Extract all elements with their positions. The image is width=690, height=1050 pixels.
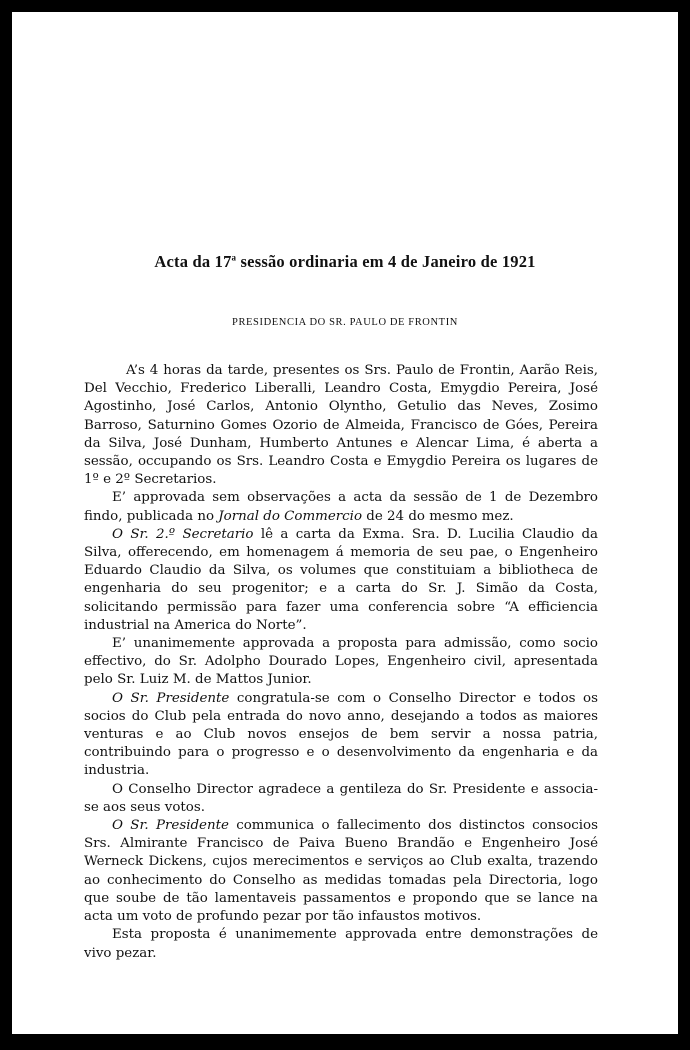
presidency-subtitle: PRESIDENCIA DO SR. PAULO DE FRONTIN xyxy=(232,317,458,328)
paragraph-congratulations xyxy=(84,690,598,781)
paragraph-approval xyxy=(84,489,598,525)
paragraph-secretary-letters xyxy=(84,526,598,635)
paragraph-closing xyxy=(84,926,598,962)
title-suffix: sessão ordinaria em 4 de Janeiro de 1921 xyxy=(236,252,536,271)
paragraph-text: O Conselho Director agradece a gentileza do Sr. Presidente e associa-se aos seus votos. xyxy=(84,781,598,815)
title-superscript: a xyxy=(231,252,237,263)
document-page xyxy=(12,12,678,1034)
paragraph-admission xyxy=(84,635,598,690)
minutes-body xyxy=(84,362,598,963)
paragraph-text: E’ approvada sem observações a acta da sessão de 1 de Dezembro findo, publicada no xyxy=(84,490,598,524)
paragraph-italic: O Sr. Presidente xyxy=(112,690,230,706)
paragraph-text: E’ unanimemente approvada a proposta para admissão, como socio effectivo, do Sr. Adolpho Dourado Lopes, Engenheiro civil, apresentada pelo Sr. Luiz M. de Mattos Junior. xyxy=(84,636,598,688)
paragraph-text: A’s 4 horas da tarde, presentes os Srs. Paulo de Frontin, Aarão Reis, Del Vecchio, Frederico Liberalli, Leandro Costa, Emygdio Pereira, José Agostinho, José Carlos, Antonio Olyntho, Getulio das Neves, Zosimo Barroso, Saturnino Gomes Ozorio de Almeida, Francisco de Góes, Pereira da Silva, José Dunham, Humberto Antunes e Alencar Lima, é aberta a sessão, occupando os Srs. Leandro Costa e Emygdio Pereira os lugares de 1º e 2º Secretarios. xyxy=(84,363,598,488)
paragraph-text: Esta proposta é unanimemente approvada entre demonstrações de vivo pezar. xyxy=(84,927,598,961)
paragraph-italic: Jornal do Commercio xyxy=(218,508,363,524)
paragraph-italic: O Sr. Presidente xyxy=(112,818,229,834)
paragraph-text: communica o fallecimento dos distinctos consocios Srs. Almirante Francisco de Paiva Bueno Brandão e Engenheiro José Werneck Dickens, cujos merecimentos e serviços ao Club exalta, trazendo ao conhecimento do Conselho as medidas tomadas pela Directoria, logo que soube de tão lamentaveis passamentos e propondo que se lance na acta um voto de profundo pezar por tão infaustos motivos. xyxy=(84,818,598,925)
title-prefix: Acta da 17 xyxy=(154,252,232,271)
paragraph-italic: O Sr. 2.º Secretario xyxy=(112,526,254,542)
page-title xyxy=(12,252,678,272)
paragraph-text: lê a carta da Exma. Sra. D. Lucilia Claudio da Silva, offerecendo, em homenagem á memoria de seu pae, o Engenheiro Eduardo Claudio da Silva, os volumes que constituiam a bibliotheca de engenharia do seu progenitor; e a carta do Sr. J. Simão da Costa, solicitando permissão para fazer uma conferencia sobre “A efficiencia industrial na America do Norte”. xyxy=(84,526,598,633)
paragraph-council-thanks xyxy=(84,781,598,817)
paragraph-text: congratula-se com o Conselho Director e todos os socios do Club pela entrada do novo anno, desejando a todos as maiores venturas e ao Club novos ensejos de bem servir a nossa patria, contribuindo para o progresso e o desenvolvimento da engenharia e da industria. xyxy=(84,690,598,779)
paragraph-text: de 24 do mesmo mez. xyxy=(362,508,514,524)
paragraph-opening xyxy=(84,362,598,489)
paragraph-condolences xyxy=(84,817,598,926)
